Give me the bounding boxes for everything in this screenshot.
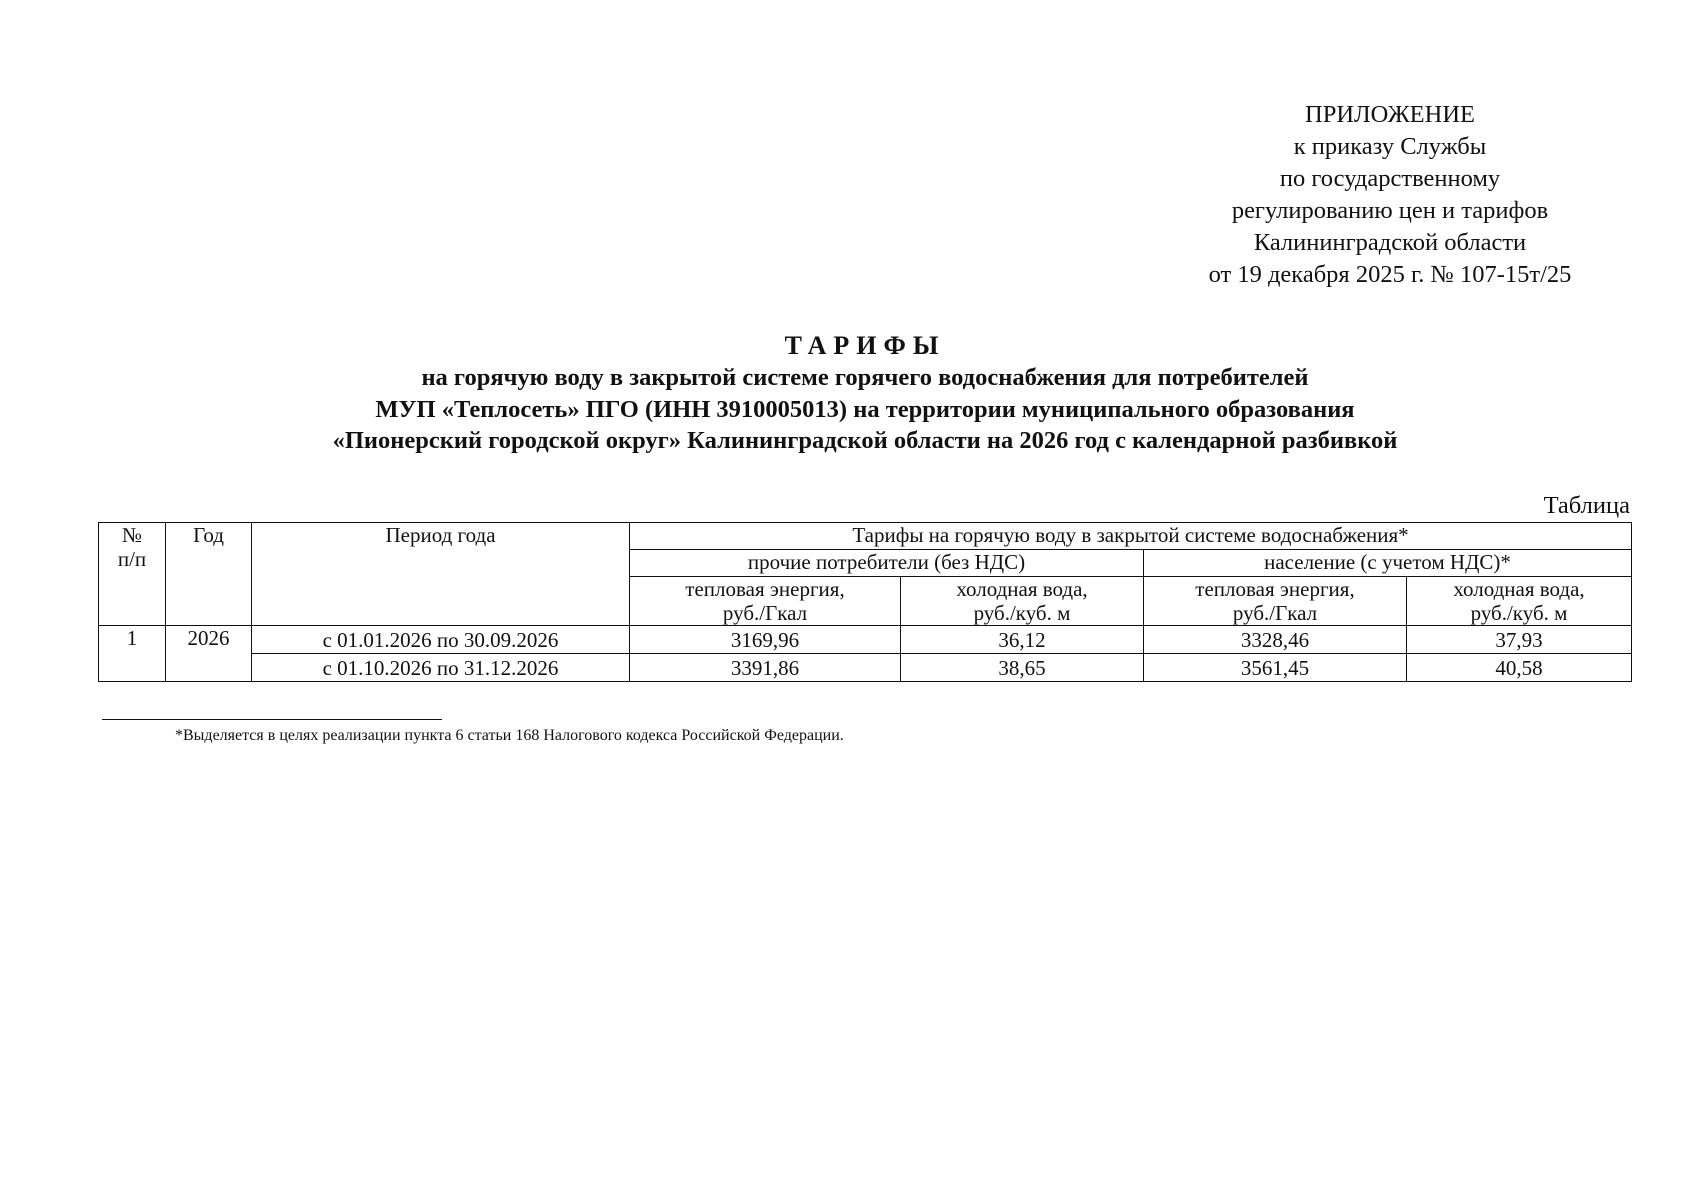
cell-other-heat: 3391,86	[630, 654, 901, 682]
appendix-header	[1150, 99, 1630, 291]
appendix-line: от 19 декабря 2025 г. № 107-15т/25	[1208, 261, 1572, 288]
header-period: Период года	[252, 523, 630, 626]
appendix-line: Калининградской области	[1253, 229, 1527, 256]
header-pop-cold	[1407, 577, 1632, 626]
cell-other-cold: 36,12	[901, 626, 1144, 654]
header-line: руб./куб. м	[1470, 601, 1568, 625]
cell-pop-cold: 40,58	[1407, 654, 1632, 682]
header-other-cold	[901, 577, 1144, 626]
header-num	[99, 523, 166, 626]
header-line: холодная вода,	[1453, 577, 1585, 601]
footnote-divider	[102, 719, 442, 720]
header-line: тепловая энергия,	[685, 577, 845, 601]
title-line: на горячую воду в закрытой системе горячего водоснабжения для потребителей	[421, 364, 1309, 391]
cell-year: 2026	[166, 626, 252, 682]
header-tariffs: Тарифы на горячую воду в закрытой системе водоснабжения*	[630, 523, 1632, 550]
document-title	[100, 330, 1630, 457]
appendix-line: к приказу Службы	[1293, 133, 1487, 160]
header-line: тепловая энергия,	[1195, 577, 1355, 601]
table-row	[99, 654, 1632, 682]
tariff-table	[98, 522, 1632, 682]
cell-other-cold: 38,65	[901, 654, 1144, 682]
header-group-other: прочие потребители (без НДС)	[630, 550, 1144, 577]
header-num-line: п/п	[117, 547, 147, 571]
title-line: «Пионерский городской округ» Калининградской области на 2026 год с календарной разбивкой	[332, 427, 1398, 454]
title-main: ТАРИФЫ	[784, 331, 946, 360]
header-pop-heat	[1144, 577, 1407, 626]
cell-period: с 01.10.2026 по 31.12.2026	[252, 654, 630, 682]
header-group-population: население (с учетом НДС)*	[1144, 550, 1632, 577]
cell-period: с 01.01.2026 по 30.09.2026	[252, 626, 630, 654]
appendix-line: ПРИЛОЖЕНИЕ	[1305, 101, 1475, 128]
header-line: руб./Гкал	[722, 601, 808, 625]
footnote: *Выделяется в целях реализации пункта 6 статьи 168 Налогового кодекса Российской Федерации.	[175, 727, 844, 744]
cell-pop-heat: 3561,45	[1144, 654, 1407, 682]
title-line: МУП «Теплосеть» ПГО (ИНН 3910005013) на территории муниципального образования	[375, 395, 1355, 423]
header-line: холодная вода,	[956, 577, 1088, 601]
header-line: руб./куб. м	[973, 601, 1071, 625]
cell-pop-cold: 37,93	[1407, 626, 1632, 654]
cell-pop-heat: 3328,46	[1144, 626, 1407, 654]
table-row	[99, 626, 1632, 654]
table-label: Таблица	[1543, 492, 1630, 519]
appendix-line: по государственному	[1279, 165, 1501, 192]
cell-other-heat: 3169,96	[630, 626, 901, 654]
header-num-line: №	[121, 523, 143, 547]
header-other-heat	[630, 577, 901, 626]
cell-num: 1	[99, 626, 166, 682]
header-line: руб./Гкал	[1232, 601, 1318, 625]
header-year: Год	[166, 523, 252, 626]
appendix-line: регулированию цен и тарифов	[1231, 197, 1549, 224]
